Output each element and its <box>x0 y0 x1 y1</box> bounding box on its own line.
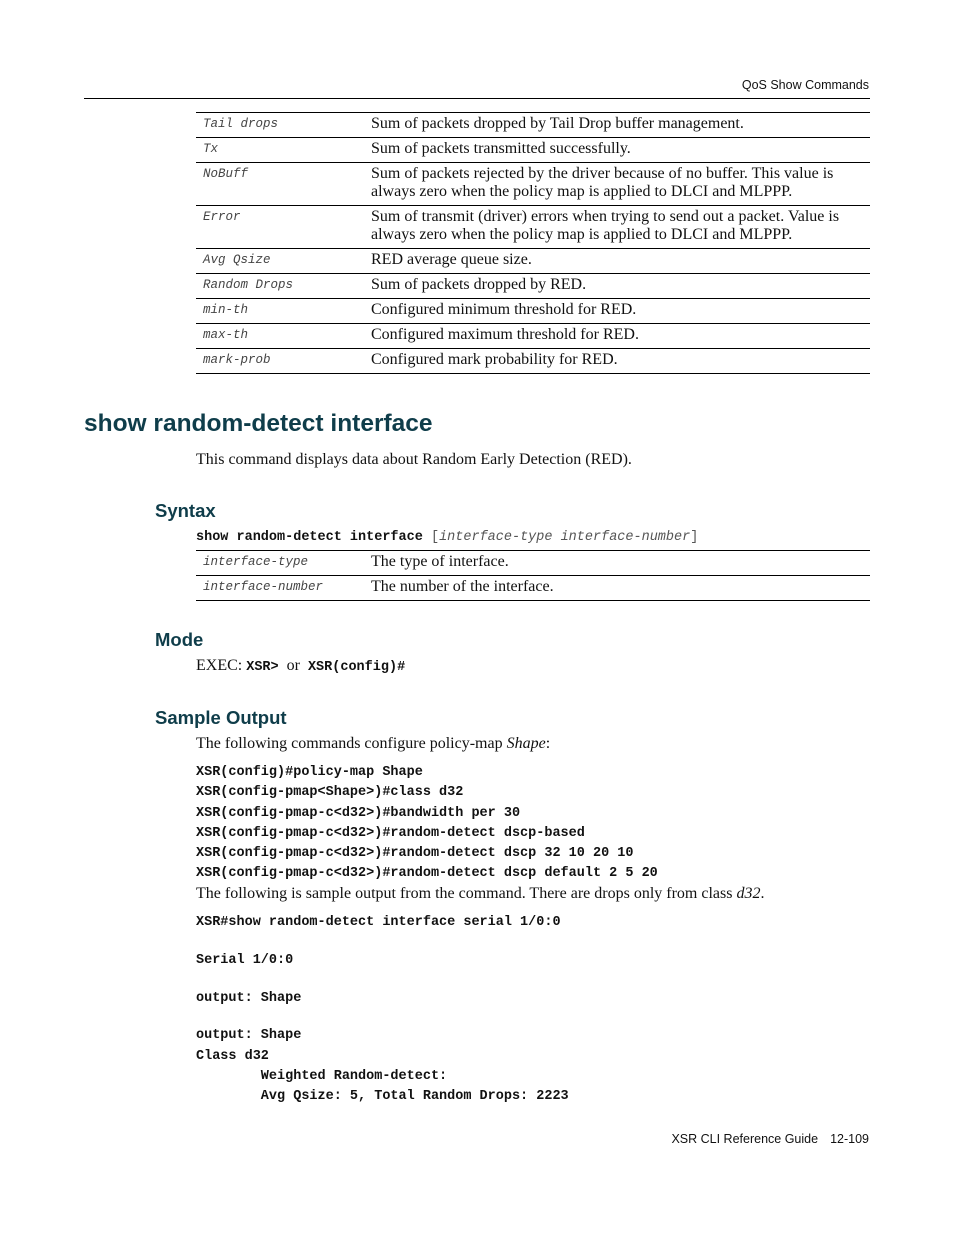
description-cell: Configured mark probability for RED. <box>371 349 870 374</box>
syntax-line <box>196 530 698 545</box>
term-cell: Tx <box>196 138 371 163</box>
sample-intro-policy: Shape <box>506 735 546 752</box>
description-cell: Sum of transmit (driver) errors when trying to send out a packet. Value is always zero when the policy map is applied to DLCI and MLPPP. <box>371 206 870 249</box>
term-cell: Error <box>196 206 371 249</box>
page-number: 12-109 <box>830 1132 869 1146</box>
code-line: XSR(config)#policy-map Shape <box>196 765 423 780</box>
code-line: XSR(config-pmap<Shape>)#class d32 <box>196 785 464 801</box>
config-code-block <box>196 763 658 885</box>
syntax-args: interface-type interface-number <box>439 530 691 545</box>
term-cell: NoBuff <box>196 163 371 206</box>
term-cell: Tail drops <box>196 113 371 138</box>
syntax-heading: Syntax <box>155 500 216 521</box>
code-line: XSR(config-pmap-c<d32>)#random-detect dscp-based <box>196 825 585 841</box>
syntax-command: show random-detect interface <box>196 530 423 545</box>
mode-label: EXEC: <box>196 657 243 674</box>
term-cell: min-th <box>196 299 371 324</box>
syntax-parameter-table <box>196 550 870 601</box>
sample-output-intro <box>196 885 764 903</box>
table-row <box>196 551 870 576</box>
code-line: XSR(config-pmap-c<d32>)#bandwidth per 30 <box>196 805 521 821</box>
description-cell: Sum of packets rejected by the driver because of no buffer. This value is always zero when the policy map is applied to DLCI and MLPPP. <box>371 163 870 206</box>
output-code-block <box>196 913 569 1108</box>
table-row <box>196 274 870 299</box>
term-cell: Avg Qsize <box>196 249 371 274</box>
mode-prompt-exec: XSR> <box>246 660 279 675</box>
code-line <box>196 971 569 989</box>
code-line: Avg Qsize: 5, Total Random Drops: 2223 <box>196 1089 569 1105</box>
field-description-table <box>196 112 870 374</box>
syntax-open-bracket: [ <box>430 530 440 545</box>
mode-line <box>196 657 405 675</box>
code-line <box>196 933 569 951</box>
page-footer <box>671 1132 869 1146</box>
term-cell: interface-number <box>196 576 371 601</box>
syntax-close-bracket: ] <box>690 530 699 545</box>
table-row <box>196 113 870 138</box>
table-row <box>196 249 870 274</box>
mode-or: or <box>286 657 300 674</box>
section-title: show random-detect interface <box>84 410 433 437</box>
table-row <box>196 349 870 374</box>
term-cell: Random Drops <box>196 274 371 299</box>
code-line: XSR#show random-detect interface serial 1/0:0 <box>196 915 561 930</box>
table-row <box>196 299 870 324</box>
description-cell: The number of the interface. <box>371 576 870 601</box>
code-line: Class d32 <box>196 1048 269 1064</box>
table-row <box>196 206 870 249</box>
table-row <box>196 324 870 349</box>
description-cell: Configured minimum threshold for RED. <box>371 299 870 324</box>
sample-config-intro <box>196 735 550 753</box>
output-intro-class: d32 <box>736 885 761 902</box>
code-line: Serial 1/0:0 <box>196 952 294 968</box>
description-cell: Configured maximum threshold for RED. <box>371 324 870 349</box>
output-intro-prefix: The following is sample output from the command. There are drops only from class <box>196 885 737 902</box>
description-cell: Sum of packets transmitted successfully. <box>371 138 870 163</box>
code-line: output: Shape <box>196 1028 302 1044</box>
code-line <box>196 1009 569 1027</box>
running-header: QoS Show Commands <box>741 78 869 92</box>
footer-guide-title: XSR CLI Reference Guide <box>671 1132 819 1146</box>
description-cell: The type of interface. <box>371 551 870 576</box>
mode-heading: Mode <box>155 629 204 650</box>
section-intro: This command displays data about Random Early Detection (RED). <box>196 451 632 468</box>
sample-intro-suffix: : <box>545 735 551 752</box>
table-row <box>196 163 870 206</box>
code-line: XSR(config-pmap-c<d32>)#random-detect dscp default 2 5 20 <box>196 866 658 882</box>
description-cell: RED average queue size. <box>371 249 870 274</box>
sample-intro-prefix: The following commands configure policy-map <box>196 735 507 752</box>
table-row <box>196 138 870 163</box>
term-cell: interface-type <box>196 551 371 576</box>
term-cell: max-th <box>196 324 371 349</box>
mode-prompt-config: XSR(config)# <box>307 660 406 675</box>
description-cell: Sum of packets dropped by RED. <box>371 274 870 299</box>
code-line: XSR(config-pmap-c<d32>)#random-detect dscp 32 10 20 10 <box>196 846 634 862</box>
header-rule <box>84 98 870 99</box>
output-intro-suffix: . <box>760 885 765 902</box>
term-cell: mark-prob <box>196 349 371 374</box>
description-cell: Sum of packets dropped by Tail Drop buffer management. <box>371 113 870 138</box>
table-row <box>196 576 870 601</box>
code-line: Weighted Random-detect: <box>196 1068 448 1084</box>
code-line: output: Shape <box>196 990 302 1006</box>
sample-output-heading: Sample Output <box>155 707 287 728</box>
